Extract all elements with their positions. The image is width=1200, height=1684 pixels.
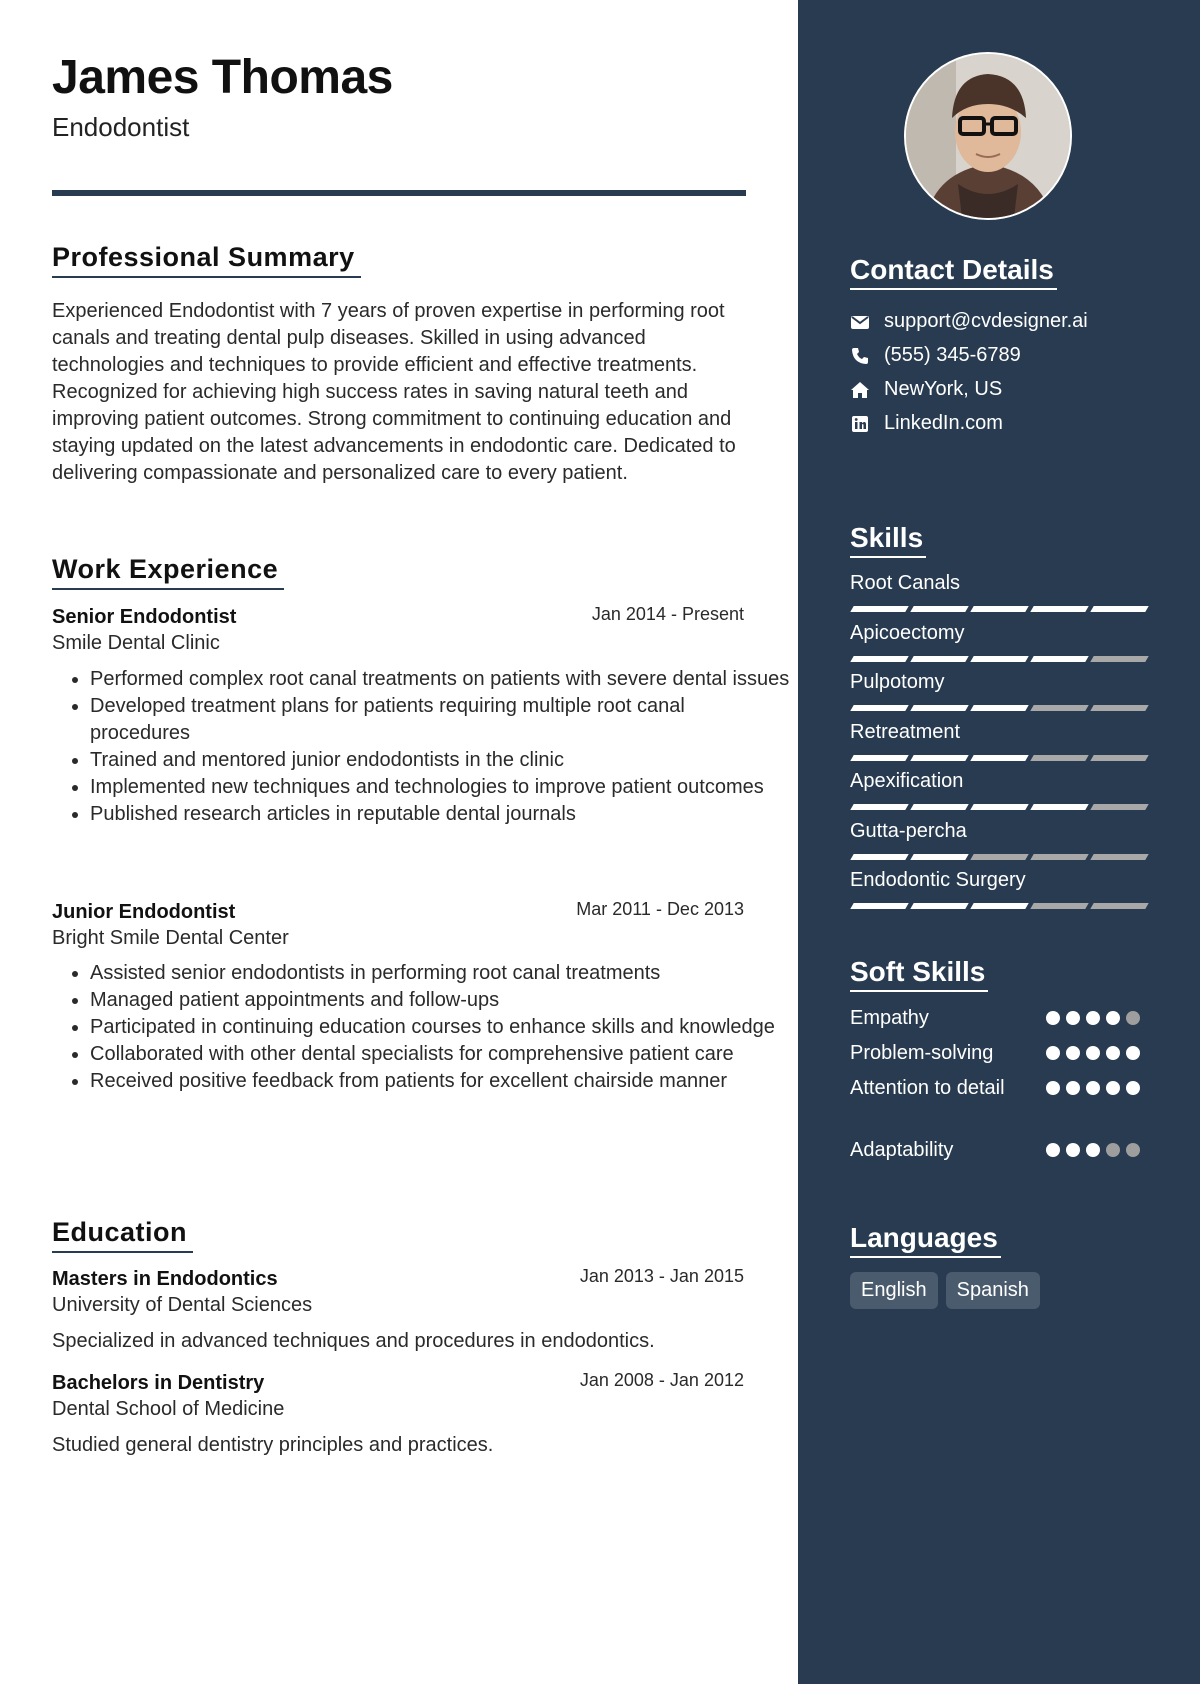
skill-name: Root Canals	[850, 572, 961, 594]
education-desc: Studied general dentistry principles and practices.	[52, 1434, 494, 1456]
skill-level-segment	[850, 755, 908, 761]
skill-level-segment	[1090, 656, 1148, 662]
skill-name: Apicoectomy	[850, 621, 965, 644]
skill-level-segment	[910, 755, 968, 761]
soft-skill-rating	[1046, 1046, 1140, 1060]
school-name: University of Dental Sciences	[52, 1294, 313, 1316]
linkedin-icon	[850, 414, 870, 434]
rating-dot	[1106, 1011, 1120, 1025]
skill-name: Gutta-percha	[850, 819, 967, 842]
rating-dot	[1106, 1046, 1120, 1060]
candidate-title: Endodontist	[52, 112, 190, 142]
rating-dot	[1046, 1081, 1060, 1095]
job-bullets	[52, 666, 790, 828]
rating-dot	[1046, 1143, 1060, 1157]
experience-heading: Work Experience	[52, 554, 284, 590]
skill-name: Retreatment	[850, 720, 961, 743]
list-item: • Assisted senior endodontists in performing root canal treatments	[90, 960, 790, 987]
contact-location	[850, 378, 1002, 401]
skill-level-segment	[910, 606, 968, 612]
skill-level-segment	[850, 705, 908, 711]
soft-skill-rating	[1046, 1143, 1140, 1157]
job-title: Senior Endodontist	[52, 606, 237, 628]
school-name: Dental School of Medicine	[52, 1398, 285, 1420]
job-title: Junior Endodontist	[52, 901, 236, 923]
skill-level-segment	[850, 854, 908, 860]
skill-level-segment	[1030, 705, 1088, 711]
rating-dot	[1126, 1081, 1140, 1095]
rating-dot	[1066, 1143, 1080, 1157]
skill-level-bar	[852, 755, 1147, 761]
skill-level-segment	[850, 606, 908, 612]
skill-level-segment	[850, 903, 908, 909]
degree-title: Bachelors in Dentistry	[52, 1372, 265, 1394]
soft-skill-name: Problem-solving	[850, 1042, 994, 1064]
list-item: • Participated in continuing education courses to enhance skills and knowledge	[90, 1014, 790, 1041]
skill-level-segment	[1030, 755, 1088, 761]
list-item: • Trained and mentored junior endodontists in the clinic	[90, 747, 790, 774]
education-desc: Specialized in advanced techniques and procedures in endodontics.	[52, 1330, 655, 1352]
list-item: • Performed complex root canal treatments on patients with severe dental issues	[90, 666, 790, 693]
skills-heading: Skills	[850, 522, 926, 558]
skill-level-segment	[970, 854, 1028, 860]
skill-name: Pulpotomy	[850, 671, 945, 693]
languages-list	[850, 1272, 1040, 1309]
skill-level-segment	[1030, 854, 1088, 860]
skill-level-segment	[1090, 854, 1148, 860]
rating-dot	[1066, 1046, 1080, 1060]
skill-level-segment	[910, 854, 968, 860]
skill-level-segment	[1030, 606, 1088, 612]
rating-dot	[1126, 1046, 1140, 1060]
job-bullets	[52, 960, 790, 1095]
skill-level-segment	[970, 755, 1028, 761]
soft-skill-rating	[1046, 1011, 1140, 1025]
rating-dot	[1086, 1011, 1100, 1025]
list-item: • Managed patient appointments and follow-ups	[90, 987, 790, 1014]
list-item: • Received positive feedback from patients for excellent chairside manner	[90, 1068, 790, 1095]
skill-level-segment	[910, 656, 968, 662]
phone-text: (555) 345-6789	[884, 344, 1021, 366]
sidebar	[798, 0, 1200, 1684]
job-date: Mar 2011 - Dec 2013	[576, 899, 744, 919]
header-divider	[52, 190, 746, 196]
candidate-name: James Thomas	[52, 51, 393, 104]
rating-dot	[1106, 1081, 1120, 1095]
contact-heading: Contact Details	[850, 254, 1057, 290]
soft-skills-heading: Soft Skills	[850, 956, 988, 992]
soft-skill-rating	[1046, 1081, 1140, 1095]
skill-level-segment	[910, 804, 968, 810]
list-item: • Published research articles in reputable dental journals	[90, 801, 790, 828]
location-text: NewYork, US	[884, 378, 1003, 400]
skill-level-bar	[852, 804, 1147, 810]
skill-name: Endodontic Surgery	[850, 869, 1026, 891]
soft-skill-name: Attention to detail	[850, 1077, 1005, 1099]
avatar-photo	[906, 54, 1070, 218]
contact-email[interactable]	[850, 310, 1088, 333]
summary-heading: Professional Summary	[52, 242, 361, 278]
job-org: Smile Dental Clinic	[52, 632, 220, 654]
list-item: • Implemented new techniques and technologies to improve patient outcomes	[90, 774, 790, 801]
rating-dot	[1086, 1143, 1100, 1157]
skill-level-bar	[852, 903, 1147, 909]
skill-level-segment	[850, 804, 908, 810]
skill-level-segment	[1090, 804, 1148, 810]
skill-level-segment	[850, 656, 908, 662]
skill-level-segment	[1090, 705, 1148, 711]
list-item: • Collaborated with other dental specialists for comprehensive patient care	[90, 1041, 790, 1068]
skill-level-segment	[970, 903, 1028, 909]
skill-level-segment	[1090, 606, 1148, 612]
skill-level-segment	[970, 606, 1028, 612]
summary-text: Experienced Endodontist with 7 years of proven expertise in performing root canals and treating dental pulp diseases. Skilled in using advanced technologies and techniques to provide efficient and effective treatments. Recognized for achieving high success rates in saving natural teeth and improving patient outcomes. Strong commitment to continuing education and staying updated on the latest advancements in endodontic care. Dedicated to delivering compassionate and personalized care to every patient.	[52, 300, 736, 484]
education-date: Jan 2013 - Jan 2015	[579, 1266, 744, 1286]
rating-dot	[1126, 1143, 1140, 1157]
education-heading: Education	[52, 1217, 193, 1253]
degree-title: Masters in Endodontics	[52, 1268, 278, 1290]
rating-dot	[1086, 1046, 1100, 1060]
languages-heading: Languages	[850, 1222, 1001, 1258]
phone-icon	[850, 346, 870, 366]
rating-dot	[1106, 1143, 1120, 1157]
skill-level-segment	[970, 804, 1028, 810]
skill-level-segment	[1030, 656, 1088, 662]
skill-level-segment	[970, 705, 1028, 711]
rating-dot	[1066, 1011, 1080, 1025]
rating-dot	[1046, 1011, 1060, 1025]
list-item: • Developed treatment plans for patients requiring multiple root canal procedures	[90, 693, 790, 747]
language-tag: Spanish	[946, 1272, 1040, 1309]
soft-skill-name: Adaptability	[850, 1139, 954, 1161]
rating-dot	[1046, 1046, 1060, 1060]
rating-dot	[1086, 1081, 1100, 1095]
contact-phone[interactable]	[850, 344, 1021, 367]
rating-dot	[1066, 1081, 1080, 1095]
home-icon	[850, 380, 870, 400]
skill-level-segment	[1030, 903, 1088, 909]
language-tag: English	[850, 1272, 938, 1309]
skill-level-bar	[852, 705, 1147, 711]
job-date: Jan 2014 - Present	[591, 604, 744, 624]
job-org: Bright Smile Dental Center	[52, 927, 289, 949]
skill-level-bar	[852, 606, 1147, 612]
skill-level-segment	[910, 903, 968, 909]
skill-level-bar	[852, 854, 1147, 860]
envelope-icon	[850, 312, 870, 332]
skill-level-segment	[910, 705, 968, 711]
avatar	[904, 52, 1072, 220]
skill-level-segment	[1090, 755, 1148, 761]
contact-linkedin[interactable]	[850, 412, 1003, 435]
education-date: Jan 2008 - Jan 2012	[579, 1370, 744, 1390]
skill-level-segment	[1090, 903, 1148, 909]
rating-dot	[1126, 1011, 1140, 1025]
skill-name: Apexification	[850, 770, 964, 792]
linkedin-text: LinkedIn.com	[884, 412, 1003, 434]
skill-level-bar	[852, 656, 1147, 662]
email-text: support@cvdesigner.ai	[884, 310, 1088, 332]
skill-level-segment	[970, 656, 1028, 662]
soft-skill-name: Empathy	[850, 1007, 929, 1029]
skill-level-segment	[1030, 804, 1088, 810]
